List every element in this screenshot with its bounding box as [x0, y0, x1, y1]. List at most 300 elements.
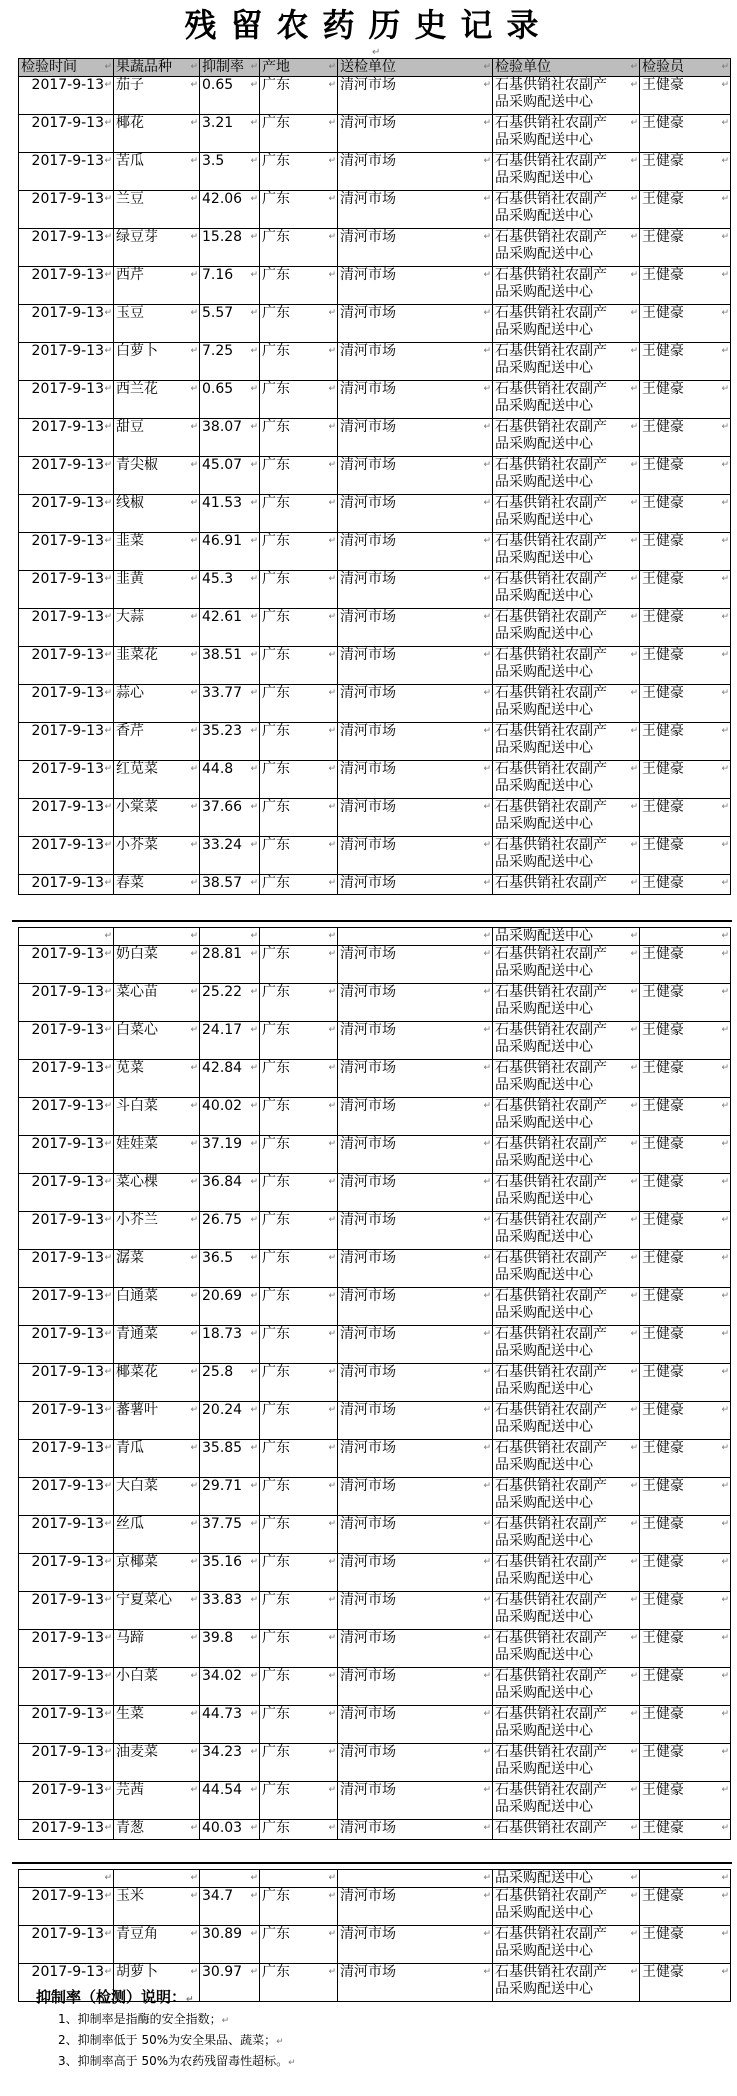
cell-item: 马蹄 ↵ — [114, 1630, 200, 1668]
table-row — [19, 115, 731, 153]
cell-inspector: 王健豪 ↵ — [640, 1364, 731, 1402]
unit-line: 石基供销社农副产 — [495, 1440, 607, 1456]
cell-inspection-unit — [493, 685, 640, 723]
cell-rate: 35.23 ↵ — [200, 723, 260, 761]
table-row — [19, 723, 731, 761]
table-row — [19, 381, 731, 419]
cell-origin: 广东 ↵ — [260, 1668, 338, 1706]
unit-line: 石基供销社农副产 — [495, 571, 607, 587]
cell-date: 2017-9-13 ↵ — [19, 1136, 114, 1174]
unit-line: 品采购配送中心 — [495, 1533, 593, 1549]
unit-line: 品采购配送中心 — [495, 588, 593, 604]
cell-origin: 广东 ↵ — [260, 1136, 338, 1174]
cell-sender: 清河市场 ↵ — [338, 1668, 493, 1706]
cell-inspector: 王健豪 ↵ — [640, 723, 731, 761]
cell-inspector: 王健豪 ↵ — [640, 647, 731, 685]
cell-inspector: 王健豪 ↵ — [640, 305, 731, 343]
unit-line: 石基供销社农副产 — [495, 1212, 607, 1228]
cell-inspector: 王健豪 ↵ — [640, 1402, 731, 1440]
unit-line: 石基供销社农副产 — [495, 1888, 607, 1904]
cell-inspector: 王健豪 ↵ — [640, 1440, 731, 1478]
cell-rate: 39.8 ↵ — [200, 1630, 260, 1668]
cell-sender: 清河市场 ↵ — [338, 153, 493, 191]
cell-sender: 清河市场 ↵ — [338, 1326, 493, 1364]
unit-line: 品采购配送中心 — [495, 1571, 593, 1587]
cell-inspection-unit — [493, 1098, 640, 1136]
table-row — [19, 267, 731, 305]
cell-inspector: 王健豪 ↵ — [640, 837, 731, 875]
cell-item: 春菜 ↵ — [114, 875, 200, 895]
cell-origin: 广东 ↵ — [260, 1964, 338, 2002]
cell-date: 2017-9-13 ↵ — [19, 1706, 114, 1744]
unit-line: 石基供销社农副产 — [495, 1706, 607, 1722]
cell-inspector: 王健豪 ↵ — [640, 1706, 731, 1744]
cell-sender: 清河市场 ↵ — [338, 1136, 493, 1174]
paragraph-mark: ↵ — [372, 47, 381, 58]
cell-inspection-unit: 品采购配送中心 ↵ — [493, 928, 640, 946]
cell-sender: 清河市场 ↵ — [338, 1554, 493, 1592]
cell-date: 2017-9-13 ↵ — [19, 1022, 114, 1060]
cell-rate: 3.21 ↵ — [200, 115, 260, 153]
table-row — [19, 1782, 731, 1820]
unit-line: 品采购配送中心 — [495, 1495, 593, 1511]
cell-origin: 广东 ↵ — [260, 1022, 338, 1060]
unit-line: 品采购配送中心 — [495, 626, 593, 642]
cell-date: 2017-9-13 ↵ — [19, 381, 114, 419]
cell-rate: 36.5 ↵ — [200, 1250, 260, 1288]
cell-inspector: 王健豪 ↵ — [640, 875, 731, 895]
header-unit: 检验单位 ↵ — [493, 59, 640, 77]
cell-sender: 清河市场 ↵ — [338, 1592, 493, 1630]
cell-sender: 清河市场 ↵ — [338, 1964, 493, 2002]
table-row — [19, 1630, 731, 1668]
cell-origin: 广东 ↵ — [260, 1326, 338, 1364]
cell-date: 2017-9-13 ↵ — [19, 647, 114, 685]
table-row — [19, 77, 731, 115]
cell-item: 兰豆 ↵ — [114, 191, 200, 229]
cell-date: 2017-9-13 ↵ — [19, 1174, 114, 1212]
cell-item: 韭黄 ↵ — [114, 571, 200, 609]
cell-origin: 广东 ↵ — [260, 1820, 338, 1840]
page-break — [12, 920, 732, 922]
cell-date: 2017-9-13 ↵ — [19, 1668, 114, 1706]
unit-line: 品采购配送中心 — [495, 702, 593, 718]
cell-sender: 清河市场 ↵ — [338, 1926, 493, 1964]
cell-date: 2017-9-13 ↵ — [19, 609, 114, 647]
cell-origin: 广东 ↵ — [260, 115, 338, 153]
unit-line: 石基供销社农副产 — [495, 837, 607, 853]
cell-date: 2017-9-13 ↵ — [19, 115, 114, 153]
table-row — [19, 1554, 731, 1592]
cell-date: 2017-9-13 ↵ — [19, 1630, 114, 1668]
unit-line: 品采购配送中心 — [495, 816, 593, 832]
unit-line: 品采购配送中心 — [495, 246, 593, 262]
unit-line: 石基供销社农副产 — [495, 533, 607, 549]
cell-rate: 0.65 ↵ — [200, 77, 260, 115]
table-row — [19, 1250, 731, 1288]
cell-date: 2017-9-13 ↵ — [19, 1782, 114, 1820]
table-row — [19, 229, 731, 267]
cell-inspection-unit: 石基供销社农副产 ↵ — [493, 1820, 640, 1840]
cell-inspection-unit — [493, 1326, 640, 1364]
unit-line: 品采购配送中心 — [495, 1001, 593, 1017]
cell-item: 茄子 ↵ — [114, 77, 200, 115]
cell-item: 胡萝卜 ↵ — [114, 1964, 200, 2002]
cell-item: 苦瓜 ↵ — [114, 153, 200, 191]
cell-rate: 20.69 ↵ — [200, 1288, 260, 1326]
table-row — [19, 419, 731, 457]
cell-item: 白通菜 ↵ — [114, 1288, 200, 1326]
cell-sender: 清河市场 ↵ — [338, 609, 493, 647]
cell-inspection-unit — [493, 1592, 640, 1630]
cell-date: 2017-9-13 ↵ — [19, 1592, 114, 1630]
cell-inspector: 王健豪 ↵ — [640, 1022, 731, 1060]
cell-date: 2017-9-13 ↵ — [19, 1554, 114, 1592]
unit-line: 石基供销社农副产 — [495, 419, 607, 435]
cell-empty — [260, 1870, 338, 1888]
cell-sender: 清河市场 ↵ — [338, 343, 493, 381]
cell-sender: 清河市场 ↵ — [338, 1174, 493, 1212]
header-origin: 产地 ↵ — [260, 59, 338, 77]
cell-date: 2017-9-13 ↵ — [19, 229, 114, 267]
cell-inspection-unit — [493, 1478, 640, 1516]
cell-item: 小棠菜 ↵ — [114, 799, 200, 837]
cell-origin: 广东 ↵ — [260, 946, 338, 984]
cell-date: 2017-9-13 ↵ — [19, 1250, 114, 1288]
table-row — [19, 761, 731, 799]
cell-origin: 广东 ↵ — [260, 723, 338, 761]
cell-inspector: 王健豪 ↵ — [640, 1744, 731, 1782]
cell-rate: 34.02 ↵ — [200, 1668, 260, 1706]
cell-origin: 广东 ↵ — [260, 305, 338, 343]
table-row — [19, 685, 731, 723]
unit-line: 石基供销社农副产 — [495, 647, 607, 663]
cell-sender: 清河市场 ↵ — [338, 419, 493, 457]
header-inspector: 检验员 ↵ — [640, 59, 731, 77]
cell-inspection-unit — [493, 115, 640, 153]
cell-item: 京椰菜 ↵ — [114, 1554, 200, 1592]
cell-inspection-unit: 品采购配送中心 ↵ — [493, 1870, 640, 1888]
cell-inspection-unit — [493, 495, 640, 533]
cell-item: 奶白菜 ↵ — [114, 946, 200, 984]
cell-sender: 清河市场 ↵ — [338, 191, 493, 229]
cell-sender: 清河市场 ↵ — [338, 1820, 493, 1840]
cell-item: 青通菜 ↵ — [114, 1326, 200, 1364]
cell-sender: 清河市场 ↵ — [338, 571, 493, 609]
cell-empty — [640, 1870, 731, 1888]
table-row — [19, 1888, 731, 1926]
table-row — [19, 495, 731, 533]
cell-inspection-unit — [493, 1926, 640, 1964]
cell-inspection-unit — [493, 419, 640, 457]
cell-inspector: 王健豪 ↵ — [640, 1888, 731, 1926]
unit-line: 品采购配送中心 — [495, 1305, 593, 1321]
cell-inspector: 王健豪 ↵ — [640, 1060, 731, 1098]
cell-sender: 清河市场 ↵ — [338, 723, 493, 761]
cell-inspector: 王健豪 ↵ — [640, 1174, 731, 1212]
cell-origin: 广东 ↵ — [260, 571, 338, 609]
unit-line: 石基供销社农副产 — [495, 723, 607, 739]
cell-date: 2017-9-13 ↵ — [19, 1288, 114, 1326]
cell-item: 油麦菜 ↵ — [114, 1744, 200, 1782]
cell-sender: 清河市场 ↵ — [338, 837, 493, 875]
unit-line: 品采购配送中心 — [495, 322, 593, 338]
cell-sender: 清河市场 ↵ — [338, 1022, 493, 1060]
cell-date: 2017-9-13 ↵ — [19, 1820, 114, 1840]
cell-date: 2017-9-13 ↵ — [19, 1516, 114, 1554]
cell-date: 2017-9-13 ↵ — [19, 1888, 114, 1926]
unit-line: 石基供销社农副产 — [495, 1926, 607, 1942]
cell-rate: 45.3 ↵ — [200, 571, 260, 609]
cell-origin: 广东 ↵ — [260, 1288, 338, 1326]
cell-rate: 37.75 ↵ — [200, 1516, 260, 1554]
cell-rate: 46.91 ↵ — [200, 533, 260, 571]
table-row — [19, 875, 731, 895]
cell-rate: 36.84 ↵ — [200, 1174, 260, 1212]
cell-item: 椰菜花 ↵ — [114, 1364, 200, 1402]
cell-origin: 广东 ↵ — [260, 1888, 338, 1926]
table-row — [19, 1744, 731, 1782]
cell-rate: 38.51 ↵ — [200, 647, 260, 685]
cell-rate: 15.28 ↵ — [200, 229, 260, 267]
cell-item: 菜心苗 ↵ — [114, 984, 200, 1022]
cell-sender: 清河市场 ↵ — [338, 1888, 493, 1926]
cell-item: 大蒜 ↵ — [114, 609, 200, 647]
cell-sender: 清河市场 ↵ — [338, 1402, 493, 1440]
cell-rate: 38.07 ↵ — [200, 419, 260, 457]
cell-sender: 清河市场 ↵ — [338, 305, 493, 343]
unit-line: 石基供销社农副产 — [495, 381, 607, 397]
notes-item: 3、抑制率高于 50%为农药残留毒性超标。↵ — [58, 2054, 296, 2068]
cell-inspector: 王健豪 ↵ — [640, 1668, 731, 1706]
cell-inspector: 王健豪 ↵ — [640, 191, 731, 229]
cell-inspector: 王健豪 ↵ — [640, 1630, 731, 1668]
unit-line: 品采购配送中心 — [495, 1115, 593, 1131]
cell-date: 2017-9-13 ↵ — [19, 1364, 114, 1402]
cell-item: 生菜 ↵ — [114, 1706, 200, 1744]
table-row — [19, 837, 731, 875]
cell-inspection-unit — [493, 457, 640, 495]
cell-date: 2017-9-13 ↵ — [19, 77, 114, 115]
unit-line: 品采购配送中心 — [495, 1267, 593, 1283]
cell-date: 2017-9-13 ↵ — [19, 305, 114, 343]
table-row — [19, 153, 731, 191]
cell-empty — [338, 1870, 493, 1888]
cell-origin: 广东 ↵ — [260, 837, 338, 875]
cell-rate: 5.57 ↵ — [200, 305, 260, 343]
cell-item: 青豆角 ↵ — [114, 1926, 200, 1964]
cell-sender: 清河市场 ↵ — [338, 1744, 493, 1782]
cell-item: 白菜心 ↵ — [114, 1022, 200, 1060]
cell-empty — [200, 928, 260, 946]
cell-item: 小芥菜 ↵ — [114, 837, 200, 875]
cell-empty — [114, 928, 200, 946]
cell-sender: 清河市场 ↵ — [338, 1440, 493, 1478]
cell-origin: 广东 ↵ — [260, 799, 338, 837]
cell-origin: 广东 ↵ — [260, 1744, 338, 1782]
cell-inspection-unit — [493, 153, 640, 191]
header-rate: 抑制率 ↵ — [200, 59, 260, 77]
cell-date: 2017-9-13 ↵ — [19, 837, 114, 875]
cell-item: 小芥兰 ↵ — [114, 1212, 200, 1250]
cell-rate: 35.85 ↵ — [200, 1440, 260, 1478]
cell-rate: 7.25 ↵ — [200, 343, 260, 381]
unit-line: 石基供销社农副产 — [495, 1478, 607, 1494]
cell-inspection-unit — [493, 229, 640, 267]
unit-line: 品采购配送中心 — [495, 1723, 593, 1739]
cell-inspector: 王健豪 ↵ — [640, 1288, 731, 1326]
unit-line: 石基供销社农副产 — [495, 1250, 607, 1266]
unit-line: 品采购配送中心 — [495, 1981, 593, 1997]
cell-origin: 广东 ↵ — [260, 533, 338, 571]
cell-empty — [19, 1870, 114, 1888]
cell-origin: 广东 ↵ — [260, 761, 338, 799]
cell-sender: 清河市场 ↵ — [338, 381, 493, 419]
cell-inspector: 王健豪 ↵ — [640, 343, 731, 381]
table-row — [19, 984, 731, 1022]
cell-origin: 广东 ↵ — [260, 1516, 338, 1554]
unit-line: 石基供销社农副产 — [495, 1964, 607, 1980]
cell-item: 玉豆 ↵ — [114, 305, 200, 343]
cell-inspector: 王健豪 ↵ — [640, 1136, 731, 1174]
cell-inspector: 王健豪 ↵ — [640, 77, 731, 115]
cell-rate: 28.81 ↵ — [200, 946, 260, 984]
cell-rate: 7.16 ↵ — [200, 267, 260, 305]
cell-item: 玉米 ↵ — [114, 1888, 200, 1926]
cell-date: 2017-9-13 ↵ — [19, 1060, 114, 1098]
cell-rate: 37.19 ↵ — [200, 1136, 260, 1174]
cell-inspector: 王健豪 ↵ — [640, 1098, 731, 1136]
cell-rate: 20.24 ↵ — [200, 1402, 260, 1440]
table-row — [19, 1516, 731, 1554]
cell-item: 潺菜 ↵ — [114, 1250, 200, 1288]
cell-inspector: 王健豪 ↵ — [640, 609, 731, 647]
cell-sender: 清河市场 ↵ — [338, 1288, 493, 1326]
cell-origin: 广东 ↵ — [260, 1060, 338, 1098]
cell-inspection-unit — [493, 1782, 640, 1820]
cell-inspector: 王健豪 ↵ — [640, 267, 731, 305]
cell-inspection-unit — [493, 1668, 640, 1706]
cell-inspection-unit — [493, 1136, 640, 1174]
cell-item: 椰花 ↵ — [114, 115, 200, 153]
cell-inspection-unit — [493, 723, 640, 761]
cell-inspection-unit — [493, 1174, 640, 1212]
cell-date: 2017-9-13 ↵ — [19, 1402, 114, 1440]
unit-line: 品采购配送中心 — [495, 1229, 593, 1245]
table-row — [19, 799, 731, 837]
unit-line: 品采购配送中心 — [495, 963, 593, 979]
unit-line: 品采购配送中心 — [495, 132, 593, 148]
cell-empty — [260, 928, 338, 946]
cell-sender: 清河市场 ↵ — [338, 799, 493, 837]
cell-origin: 广东 ↵ — [260, 495, 338, 533]
cell-sender: 清河市场 ↵ — [338, 229, 493, 267]
unit-line: 石基供销社农副产 — [495, 1630, 607, 1646]
cell-sender: 清河市场 ↵ — [338, 685, 493, 723]
table-header-row — [19, 59, 731, 77]
notes-item: 1、抑制率是指酶的安全指数；↵ — [58, 2012, 230, 2026]
cell-sender: 清河市场 ↵ — [338, 984, 493, 1022]
unit-line: 石基供销社农副产 — [495, 1022, 607, 1038]
cell-inspector: 王健豪 ↵ — [640, 153, 731, 191]
cell-origin: 广东 ↵ — [260, 1478, 338, 1516]
unit-line: 石基供销社农副产 — [495, 1592, 607, 1608]
cell-item: 红苋菜 ↵ — [114, 761, 200, 799]
cell-rate: 25.8 ↵ — [200, 1364, 260, 1402]
cell-inspection-unit — [493, 984, 640, 1022]
cell-date: 2017-9-13 ↵ — [19, 1098, 114, 1136]
cell-inspection-unit — [493, 1364, 640, 1402]
unit-line: 品采购配送中心 — [495, 1457, 593, 1473]
unit-line: 石基供销社农副产 — [495, 984, 607, 1000]
cell-inspector: 王健豪 ↵ — [640, 115, 731, 153]
cell-origin: 广东 ↵ — [260, 875, 338, 895]
cell-date: 2017-9-13 ↵ — [19, 191, 114, 229]
cell-sender: 清河市场 ↵ — [338, 761, 493, 799]
cell-empty — [114, 1870, 200, 1888]
cell-empty — [200, 1870, 260, 1888]
cell-rate: 30.97 ↵ — [200, 1964, 260, 2002]
cell-inspector: 王健豪 ↵ — [640, 1326, 731, 1364]
table-row — [19, 1440, 731, 1478]
table-row — [19, 1592, 731, 1630]
cell-inspection-unit — [493, 837, 640, 875]
cell-rate: 44.8 ↵ — [200, 761, 260, 799]
cell-inspection-unit — [493, 267, 640, 305]
cell-inspection-unit — [493, 571, 640, 609]
cell-date: 2017-9-13 ↵ — [19, 799, 114, 837]
cell-origin: 广东 ↵ — [260, 419, 338, 457]
unit-line: 石基供销社农副产 — [495, 1668, 607, 1684]
table-row — [19, 1326, 731, 1364]
unit-line: 品采购配送中心 — [495, 398, 593, 414]
table-row — [19, 1706, 731, 1744]
unit-line: 品采购配送中心 — [495, 778, 593, 794]
cell-origin: 广东 ↵ — [260, 685, 338, 723]
cell-item: 大白菜 ↵ — [114, 1478, 200, 1516]
cell-date: 2017-9-13 ↵ — [19, 685, 114, 723]
cell-item: 白萝卜 ↵ — [114, 343, 200, 381]
cell-rate: 37.66 ↵ — [200, 799, 260, 837]
page-break — [12, 1862, 732, 1864]
unit-line: 石基供销社农副产 — [495, 153, 607, 169]
table-row — [19, 1060, 731, 1098]
cell-inspection-unit — [493, 343, 640, 381]
cell-rate: 26.75 ↵ — [200, 1212, 260, 1250]
cell-inspector: 王健豪 ↵ — [640, 799, 731, 837]
cell-sender: 清河市场 ↵ — [338, 1630, 493, 1668]
cell-sender: 清河市场 ↵ — [338, 946, 493, 984]
table-row — [19, 946, 731, 984]
table-row — [19, 647, 731, 685]
cell-inspection-unit — [493, 305, 640, 343]
cell-rate: 0.65 ↵ — [200, 381, 260, 419]
cell-empty — [640, 928, 731, 946]
cell-sender: 清河市场 ↵ — [338, 647, 493, 685]
cell-origin: 广东 ↵ — [260, 381, 338, 419]
table-row — [19, 1820, 731, 1840]
cell-inspection-unit — [493, 1402, 640, 1440]
cell-origin: 广东 ↵ — [260, 609, 338, 647]
cell-rate: 34.7 ↵ — [200, 1888, 260, 1926]
cell-item: 线椒 ↵ — [114, 495, 200, 533]
cell-item: 甜豆 ↵ — [114, 419, 200, 457]
cell-inspection-unit — [493, 1440, 640, 1478]
cell-origin: 广东 ↵ — [260, 1174, 338, 1212]
cell-inspector: 王健豪 ↵ — [640, 685, 731, 723]
cell-inspection-unit — [493, 946, 640, 984]
cell-origin: 广东 ↵ — [260, 1706, 338, 1744]
